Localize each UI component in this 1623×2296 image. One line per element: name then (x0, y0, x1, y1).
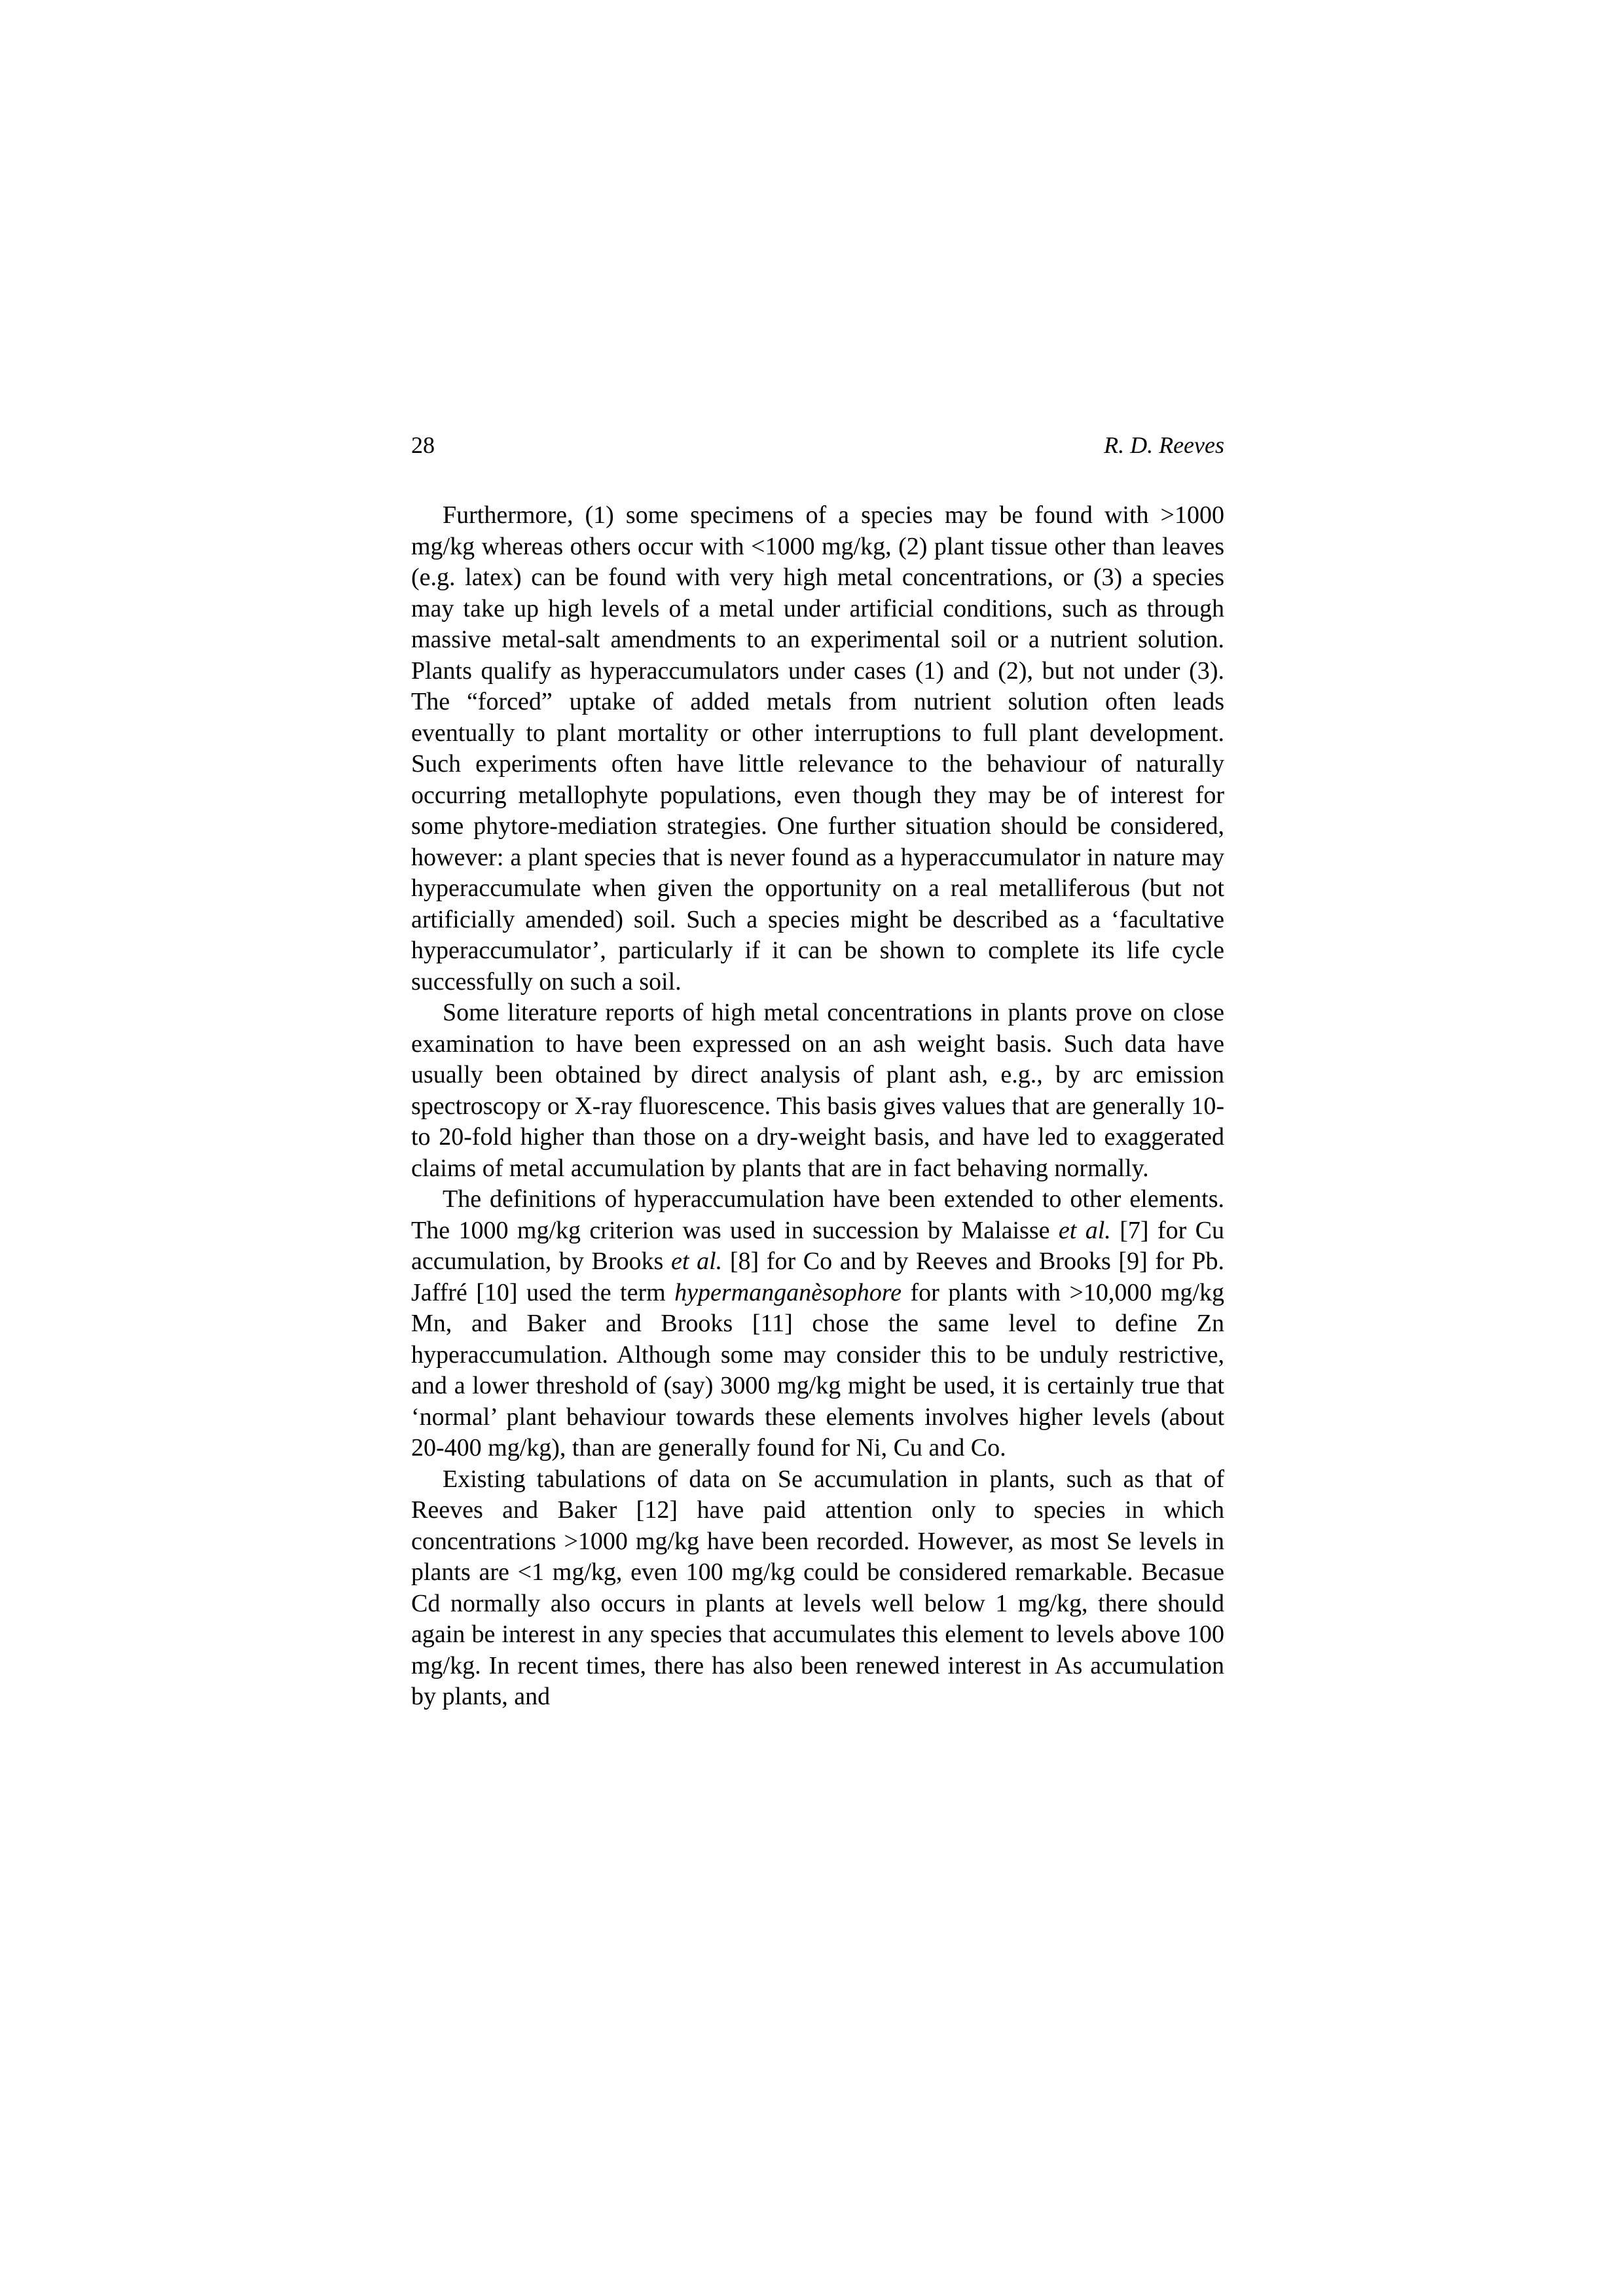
term-italic: hypermanganèsophore (674, 1278, 902, 1306)
paragraph-3-text: [7] for Cu accumulation, by Brooks (411, 1216, 1224, 1275)
paragraph-4: Existing tabulations of data on Se accumulation in plants, such as that of Reeves and Baker [12] have paid attention only to species in which concentrations >1000 mg/kg have been recorded. However, as most Se levels in plants are <1 mg/kg, even 100 mg/kg could be considered remarkable. Becasue Cd normally also occurs in plants at levels well below 1 mg/kg, there should again be interest in any species that accumulates this element to levels above 100 mg/kg. In recent times, there has also been renewed interest in As accumulation by plants, and (411, 1465, 1224, 1710)
paragraph-3-text: [8] for Co and by Reeves and Brooks [9] for Pb. Jaffré [10] used the term (411, 1247, 1225, 1306)
running-header (411, 427, 1224, 463)
page-number: 28 (411, 432, 435, 458)
paragraph-3 (411, 1184, 1224, 1464)
paragraph-3-text: for plants with >10,000 mg/kg Mn, and Baker and Brooks [11] chose the same level to define Zn hyperaccumulation. Although some may consider this to be unduly restrictive, and a lower threshold of (say) 3000 mg/kg might be used, it is certainly true that ‘normal’ plant behaviour towards these elements involves higher levels (about 20-400 mg/kg), than are generally found for Ni, Cu and Co. (411, 1278, 1224, 1462)
paragraph-3-text: The definitions of hyperaccumulation have been extended to other elements. The 1000 mg/kg criterion was used in succession by Malaisse (411, 1185, 1224, 1244)
et-al-italic: et al. (1058, 1216, 1111, 1244)
running-head-author: R. D. Reeves (1104, 432, 1224, 458)
et-al-italic: et al. (671, 1247, 723, 1275)
paragraph-1: Furthermore, (1) some specimens of a species may be found with >1000 mg/kg whereas others occur with <1000 mg/kg, (2) plant tissue other than leaves (e.g. latex) can be found with very high metal concentrations, or (3) a species may take up high levels of a metal under artificial conditions, such as through massive metal-salt amendments to an experimental soil or a nutrient solution. Plants qualify as hyperaccumulators under cases (1) and (2), but not under (3). The “forced” uptake of added metals from nutrient solution often leads eventually to plant mortality or other interruptions to full plant development. Such experiments often have little relevance to the behaviour of naturally occurring metallophyte populations, even though they may be of interest for some phytore-mediation strategies. One further situation should be considered, however: a plant species that is never found as a hyperaccumulator in nature may hyperaccumulate when given the opportunity on a real metalliferous (but not artificially amended) soil. Such a species might be described as a ‘facultative hyperaccumulator’, particularly if it can be shown to complete its life cycle successfully on such a soil. (411, 501, 1224, 996)
paragraph-2: Some literature reports of high metal concentrations in plants prove on close examination to have been expressed on an ash weight basis. Such data have usually been obtained by direct analysis of plant ash, e.g., by arc emission spectroscopy or X-ray fluorescence. This basis gives values that are generally 10- to 20-fold higher than those on a dry-weight basis, and have led to exaggerated claims of metal accumulation by plants that are in fact behaving normally. (411, 999, 1224, 1182)
body-text (411, 500, 1224, 1713)
